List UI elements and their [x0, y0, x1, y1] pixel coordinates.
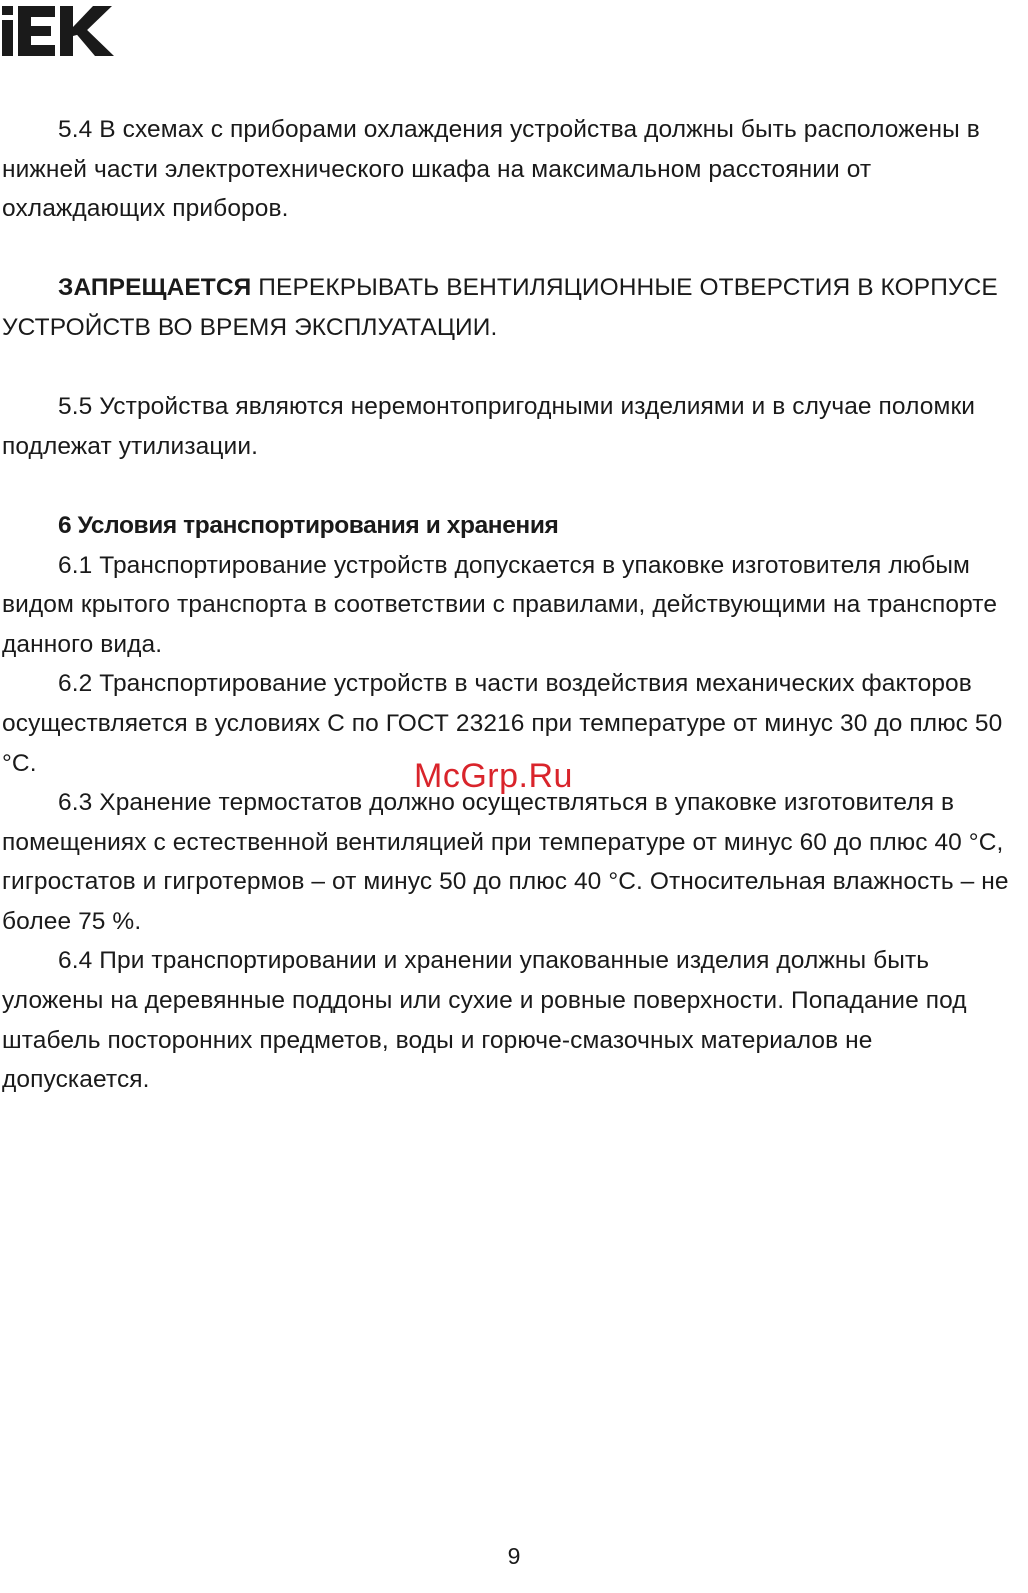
paragraph-5-4: 5.4 В схемах с приборами охлаждения устройства должны быть расположены в нижней части электротехнического шкафа на максимальном расстоянии от охлаждающих приборов. — [2, 116, 980, 223]
iek-logo — [2, 6, 114, 56]
warning-bold-label: ЗАПРЕЩАЕТСЯ — [58, 274, 252, 302]
warning-text: ПЕРЕКРЫВАТЬ ВЕНТИЛЯЦИОННЫЕ ОТВЕРСТИЯ В КОРПУСЕ УСТРОЙСТВ ВО ВРЕМЯ ЭКСПЛУАТАЦИИ. — [2, 274, 998, 341]
spacer — [2, 229, 1024, 269]
paragraph-6-1: 6.1 Транспортирование устройств допускается в упаковке изготовителя любым видом крытого транспорта в соответствии с правилами, действующими на транспорте данного вида. — [2, 551, 998, 658]
spacer — [2, 348, 1024, 388]
page-number: 9 — [507, 1543, 521, 1569]
warning-paragraph — [2, 268, 1024, 347]
iek-logo-graphic — [2, 6, 114, 56]
watermark: McGrp.Ru — [414, 757, 573, 795]
section-6-heading: 6 Условия транспортирования и хранения — [58, 511, 559, 539]
document-body — [2, 110, 1024, 1100]
spacer — [2, 466, 1024, 506]
paragraph-6-3: 6.3 Хранение термостатов должно осуществляться в упаковке изготовителя в помещениях с естественной вентиляцией при температуре от минус 60 до плюс 40 °С, гигростатов и гигротермов – от минус 50 до плюс 40 °С. Относительная влажность – не более 75 %. — [2, 789, 1009, 935]
paragraph-6-4: 6.4 При транспортировании и хранении упакованные изделия должны быть уложены на деревянные поддоны или сухие и ровные поверхности. Попадание под штабель посторонних предметов, воды и горюче-смазочных материалов не допускается. — [2, 947, 967, 1094]
paragraph-5-5: 5.5 Устройства являются неремонтопригодными изделиями и в случае поломки подлежат утилизации. — [2, 393, 976, 460]
paragraph-6-2: 6.2 Транспортирование устройств в части воздействия механических факторов осуществляется в условиях С по ГОСТ 23216 при температуре от минус 30 до плюс 50 °С. — [2, 670, 1003, 777]
